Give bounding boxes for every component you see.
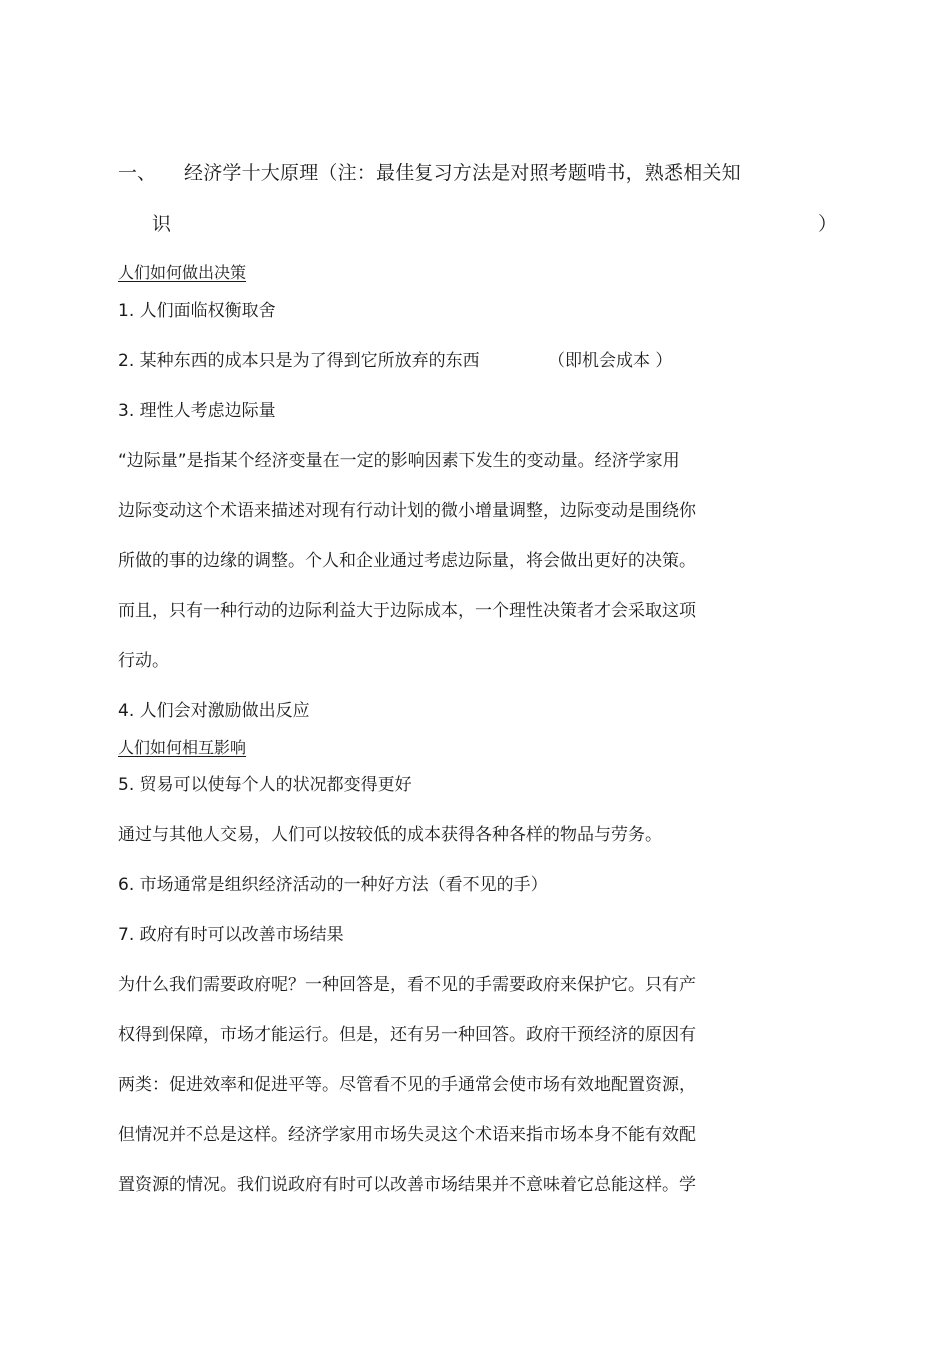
section-title-decisions: 人们如何做出决策: [118, 263, 247, 282]
paragraph-line: 但情况并不总是这样。经济学家用市场失灵这个术语来指市场本身不能有效配: [118, 1125, 696, 1145]
principle-1: 1. 人们面临权衡取舍: [118, 301, 276, 321]
principle-5-body: 通过与其他人交易，人们可以按较低的成本获得各种各样的物品与劳务。: [118, 825, 662, 845]
paragraph-line: 行动。: [118, 651, 169, 671]
paragraph-line: 为什么我们需要政府呢？一种回答是，看不见的手需要政府来保护它。只有产: [118, 975, 696, 995]
paragraph-line: 而且，只有一种行动的边际利益大于边际成本，一个理性决策者才会采取这项: [118, 601, 696, 621]
principle-4: 4. 人们会对激励做出反应: [118, 701, 310, 721]
principle-6: 6. 市场通常是组织经济活动的一种好方法（看不见的手）: [118, 875, 548, 895]
paragraph-line: 两类：促进效率和促进平等。尽管看不见的手通常会使市场有效地配置资源，: [118, 1075, 696, 1095]
principle-2-note: （即机会成本 ）: [548, 351, 673, 371]
principle-7: 7. 政府有时可以改善市场结果: [118, 925, 344, 945]
principle-2: 2. 某种东西的成本只是为了得到它所放弃的东西: [118, 351, 480, 371]
heading-title: 经济学十大原理（注：最佳复习方法是对照考题啃书，熟悉相关知: [184, 162, 741, 184]
paragraph-line: 边际变动这个术语来描述对现有行动计划的微小增量调整，边际变动是围绕你: [118, 501, 696, 521]
paragraph-line: 权得到保障，市场才能运行。但是，还有另一种回答。政府干预经济的原因有: [118, 1025, 696, 1045]
heading-title-continuation: 识: [152, 213, 172, 235]
paragraph-line: “边际量”是指某个经济变量在一定的影响因素下发生的变动量。经济学家用: [118, 451, 680, 471]
paragraph-line: 所做的事的边缘的调整。个人和企业通过考虑边际量，将会做出更好的决策。: [118, 551, 696, 571]
heading-number: 一、: [118, 162, 157, 184]
principle-5: 5. 贸易可以使每个人的状况都变得更好: [118, 775, 412, 795]
paragraph-line: 置资源的情况。我们说政府有时可以改善市场结果并不意味着它总能这样。学: [118, 1175, 696, 1195]
principle-3: 3. 理性人考虑边际量: [118, 401, 276, 421]
section-title-interactions: 人们如何相互影响: [118, 738, 247, 757]
heading-close-paren: ）: [818, 213, 838, 235]
